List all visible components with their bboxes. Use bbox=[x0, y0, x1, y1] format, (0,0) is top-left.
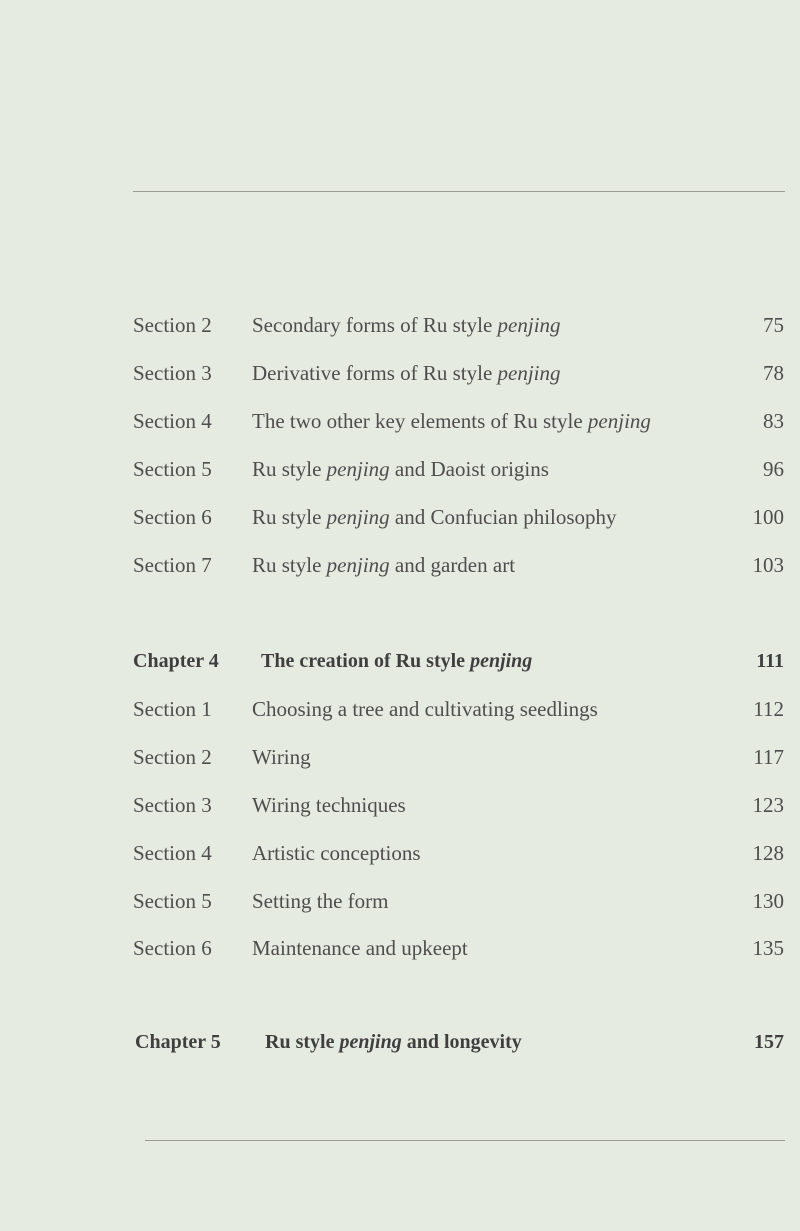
entry-label: Section 6 bbox=[133, 936, 212, 960]
chapter-heading bbox=[0, 1022, 800, 1062]
entry-page-number: 128 bbox=[752, 841, 784, 865]
entry-page-number: 112 bbox=[753, 697, 784, 721]
entry-page-number: 130 bbox=[752, 889, 784, 913]
entry-label: Section 2 bbox=[133, 745, 212, 769]
entry-page-number: 96 bbox=[763, 457, 784, 481]
chapter-title: The creation of Ru style penjing bbox=[261, 650, 533, 672]
entry-title: Derivative forms of Ru style penjing bbox=[252, 361, 561, 385]
entry-label: Section 4 bbox=[133, 409, 212, 433]
toc-entry bbox=[0, 689, 800, 729]
chapter-label: Chapter 4 bbox=[133, 650, 219, 672]
entry-title: Ru style penjing and Daoist origins bbox=[252, 457, 549, 481]
entry-title: Ru style penjing and garden art bbox=[252, 553, 516, 577]
entry-title: Maintenance and upkeept bbox=[252, 936, 468, 960]
entry-title: The two other key elements of Ru style penjing bbox=[252, 409, 651, 433]
toc-entry bbox=[0, 785, 800, 825]
entry-page-number: 75 bbox=[763, 313, 784, 337]
toc-entry bbox=[0, 353, 800, 393]
toc-entry bbox=[0, 305, 800, 345]
chapter-title: Ru style penjing and longevity bbox=[265, 1031, 522, 1053]
entry-title: Wiring techniques bbox=[252, 793, 406, 817]
chapter-heading bbox=[0, 641, 800, 681]
toc-entry bbox=[0, 737, 800, 777]
toc-entry bbox=[0, 401, 800, 441]
toc-entry bbox=[0, 881, 800, 921]
entry-page-number: 135 bbox=[752, 936, 784, 960]
chapter-label: Chapter 5 bbox=[135, 1031, 221, 1053]
entry-page-number: 123 bbox=[752, 793, 784, 817]
chapter-page-number: 157 bbox=[754, 1031, 784, 1053]
entry-page-number: 78 bbox=[763, 361, 784, 385]
entry-title: Ru style penjing and Confucian philosophy bbox=[252, 505, 617, 529]
entry-label: Section 1 bbox=[133, 697, 212, 721]
entry-label: Section 4 bbox=[133, 841, 212, 865]
entry-label: Section 6 bbox=[133, 505, 212, 529]
top-divider bbox=[133, 191, 785, 192]
entry-label: Section 3 bbox=[133, 793, 212, 817]
entry-label: Section 5 bbox=[133, 457, 212, 481]
entry-label: Section 2 bbox=[133, 313, 212, 337]
entry-title: Wiring bbox=[252, 745, 311, 769]
entry-page-number: 83 bbox=[763, 409, 784, 433]
entry-title: Setting the form bbox=[252, 889, 389, 913]
entry-title: Choosing a tree and cultivating seedlings bbox=[252, 697, 598, 721]
chapter-page-number: 111 bbox=[756, 650, 784, 672]
toc-entry bbox=[0, 545, 800, 585]
entry-label: Section 5 bbox=[133, 889, 212, 913]
bottom-divider bbox=[145, 1140, 785, 1141]
entry-label: Section 7 bbox=[133, 553, 212, 577]
entry-page-number: 103 bbox=[752, 553, 784, 577]
entry-label: Section 3 bbox=[133, 361, 212, 385]
toc-entry bbox=[0, 928, 800, 968]
entry-page-number: 100 bbox=[752, 505, 784, 529]
toc-entry bbox=[0, 497, 800, 537]
entry-page-number: 117 bbox=[753, 745, 784, 769]
toc-entry bbox=[0, 449, 800, 489]
toc-entry bbox=[0, 833, 800, 873]
entry-title: Secondary forms of Ru style penjing bbox=[252, 313, 561, 337]
entry-title: Artistic conceptions bbox=[252, 841, 421, 865]
